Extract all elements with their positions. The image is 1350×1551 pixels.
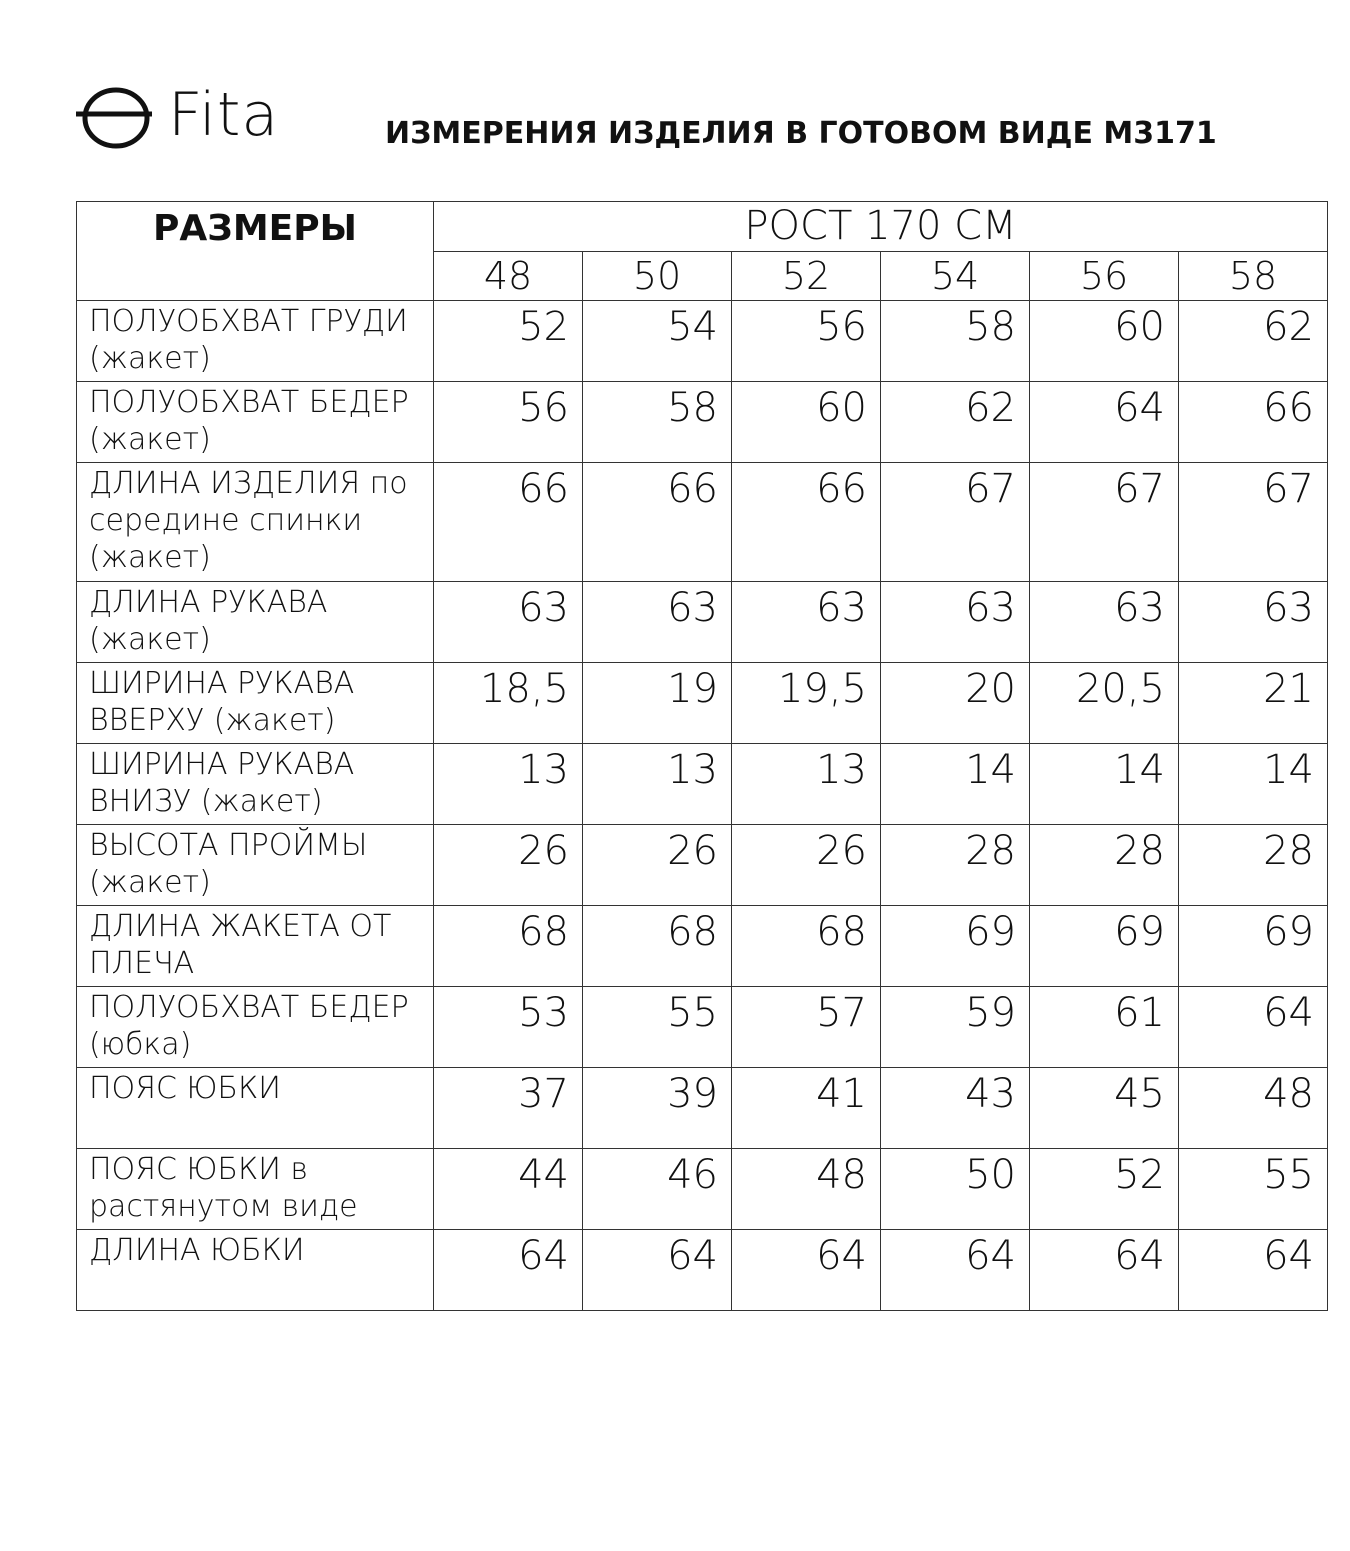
row-label: ДЛИНА ЮБКИ — [77, 1230, 434, 1311]
table-row — [77, 663, 1328, 744]
row-label: ПОЛУОБХВАТ ГРУДИ (жакет) — [77, 301, 434, 382]
cell-value: 60 — [1030, 301, 1179, 382]
cell-value: 56 — [434, 382, 583, 463]
cell-value: 13 — [732, 744, 881, 825]
cell-value: 43 — [881, 1068, 1030, 1149]
brand-name: Fita — [168, 80, 280, 150]
cell-value: 52 — [1030, 1149, 1179, 1230]
cell-value: 63 — [434, 582, 583, 663]
cell-value: 64 — [1179, 1230, 1328, 1311]
cell-value: 46 — [583, 1149, 732, 1230]
cell-value: 63 — [1030, 582, 1179, 663]
cell-value: 68 — [434, 906, 583, 987]
row-label: ПОЯС ЮБКИ — [77, 1068, 434, 1149]
row-label: ШИРИНА РУКАВА ВВЕРХУ (жакет) — [77, 663, 434, 744]
row-label: ПОЛУОБХВАТ БЕДЕР (жакет) — [77, 382, 434, 463]
cell-value: 52 — [434, 301, 583, 382]
size-header: 48 — [434, 252, 583, 301]
size-chart-table — [76, 201, 1328, 1311]
cell-value: 66 — [732, 463, 881, 582]
cell-value: 64 — [434, 1230, 583, 1311]
cell-value: 13 — [434, 744, 583, 825]
row-label: ПОЯС ЮБКИ в растянутом виде — [77, 1149, 434, 1230]
size-header: 58 — [1179, 252, 1328, 301]
cell-value: 13 — [583, 744, 732, 825]
cell-value: 60 — [732, 382, 881, 463]
cell-value: 44 — [434, 1149, 583, 1230]
row-label: ШИРИНА РУКАВА ВНИЗУ (жакет) — [77, 744, 434, 825]
cell-value: 21 — [1179, 663, 1328, 744]
fita-theta-logo-icon — [74, 80, 154, 150]
cell-value: 69 — [1030, 906, 1179, 987]
cell-value: 28 — [1030, 825, 1179, 906]
cell-value: 58 — [583, 382, 732, 463]
cell-value: 53 — [434, 987, 583, 1068]
cell-value: 14 — [1030, 744, 1179, 825]
cell-value: 64 — [583, 1230, 732, 1311]
cell-value: 45 — [1030, 1068, 1179, 1149]
table-row — [77, 582, 1328, 663]
cell-value: 48 — [1179, 1068, 1328, 1149]
cell-value: 67 — [1179, 463, 1328, 582]
row-label: ПОЛУОБХВАТ БЕДЕР (юбка) — [77, 987, 434, 1068]
row-label: ВЫСОТА ПРОЙМЫ (жакет) — [77, 825, 434, 906]
cell-value: 14 — [881, 744, 1030, 825]
table-row — [77, 744, 1328, 825]
cell-value: 48 — [732, 1149, 881, 1230]
row-label: ДЛИНА РУКАВА (жакет) — [77, 582, 434, 663]
cell-value: 39 — [583, 1068, 732, 1149]
cell-value: 63 — [583, 582, 732, 663]
cell-value: 69 — [1179, 906, 1328, 987]
cell-value: 19,5 — [732, 663, 881, 744]
cell-value: 58 — [881, 301, 1030, 382]
cell-value: 63 — [1179, 582, 1328, 663]
cell-value: 20,5 — [1030, 663, 1179, 744]
cell-value: 69 — [881, 906, 1030, 987]
cell-value: 64 — [1030, 382, 1179, 463]
table-row — [77, 301, 1328, 382]
cell-value: 26 — [583, 825, 732, 906]
cell-value: 64 — [732, 1230, 881, 1311]
size-header: 52 — [732, 252, 881, 301]
cell-value: 14 — [1179, 744, 1328, 825]
cell-value: 59 — [881, 987, 1030, 1068]
cell-value: 57 — [732, 987, 881, 1068]
document-title: ИЗМЕРЕНИЯ ИЗДЕЛИЯ В ГОТОВОМ ВИДЕ M3171 — [385, 116, 1217, 151]
cell-value: 26 — [434, 825, 583, 906]
cell-value: 66 — [583, 463, 732, 582]
cell-value: 67 — [881, 463, 1030, 582]
cell-value: 37 — [434, 1068, 583, 1149]
cell-value: 64 — [881, 1230, 1030, 1311]
cell-value: 55 — [1179, 1149, 1328, 1230]
brand-logo — [74, 78, 279, 152]
cell-value: 28 — [881, 825, 1030, 906]
cell-value: 28 — [1179, 825, 1328, 906]
row-label: ДЛИНА ЖАКЕТА ОТ ПЛЕЧА — [77, 906, 434, 987]
size-header: 56 — [1030, 252, 1179, 301]
cell-value: 63 — [732, 582, 881, 663]
cell-value: 66 — [1179, 382, 1328, 463]
cell-value: 68 — [732, 906, 881, 987]
sizes-header: РАЗМЕРЫ — [77, 202, 434, 301]
cell-value: 20 — [881, 663, 1030, 744]
cell-value: 41 — [732, 1068, 881, 1149]
cell-value: 68 — [583, 906, 732, 987]
size-header: 54 — [881, 252, 1030, 301]
cell-value: 55 — [583, 987, 732, 1068]
table-row — [77, 1230, 1328, 1311]
row-label: ДЛИНА ИЗДЕЛИЯ по середине спинки (жакет) — [77, 463, 434, 582]
table-row — [77, 463, 1328, 582]
cell-value: 64 — [1179, 987, 1328, 1068]
table-row — [77, 987, 1328, 1068]
cell-value: 66 — [434, 463, 583, 582]
cell-value: 62 — [881, 382, 1030, 463]
table-row — [77, 1149, 1328, 1230]
cell-value: 63 — [881, 582, 1030, 663]
cell-value: 61 — [1030, 987, 1179, 1068]
table-row — [77, 825, 1328, 906]
cell-value: 54 — [583, 301, 732, 382]
table-row — [77, 1068, 1328, 1149]
cell-value: 64 — [1030, 1230, 1179, 1311]
cell-value: 18,5 — [434, 663, 583, 744]
cell-value: 62 — [1179, 301, 1328, 382]
header-row-height — [77, 202, 1328, 252]
cell-value: 26 — [732, 825, 881, 906]
cell-value: 50 — [881, 1149, 1030, 1230]
cell-value: 67 — [1030, 463, 1179, 582]
table-row — [77, 382, 1328, 463]
cell-value: 56 — [732, 301, 881, 382]
size-header: 50 — [583, 252, 732, 301]
cell-value: 19 — [583, 663, 732, 744]
height-header: РОСТ 170 СМ — [434, 202, 1328, 252]
table-row — [77, 906, 1328, 987]
